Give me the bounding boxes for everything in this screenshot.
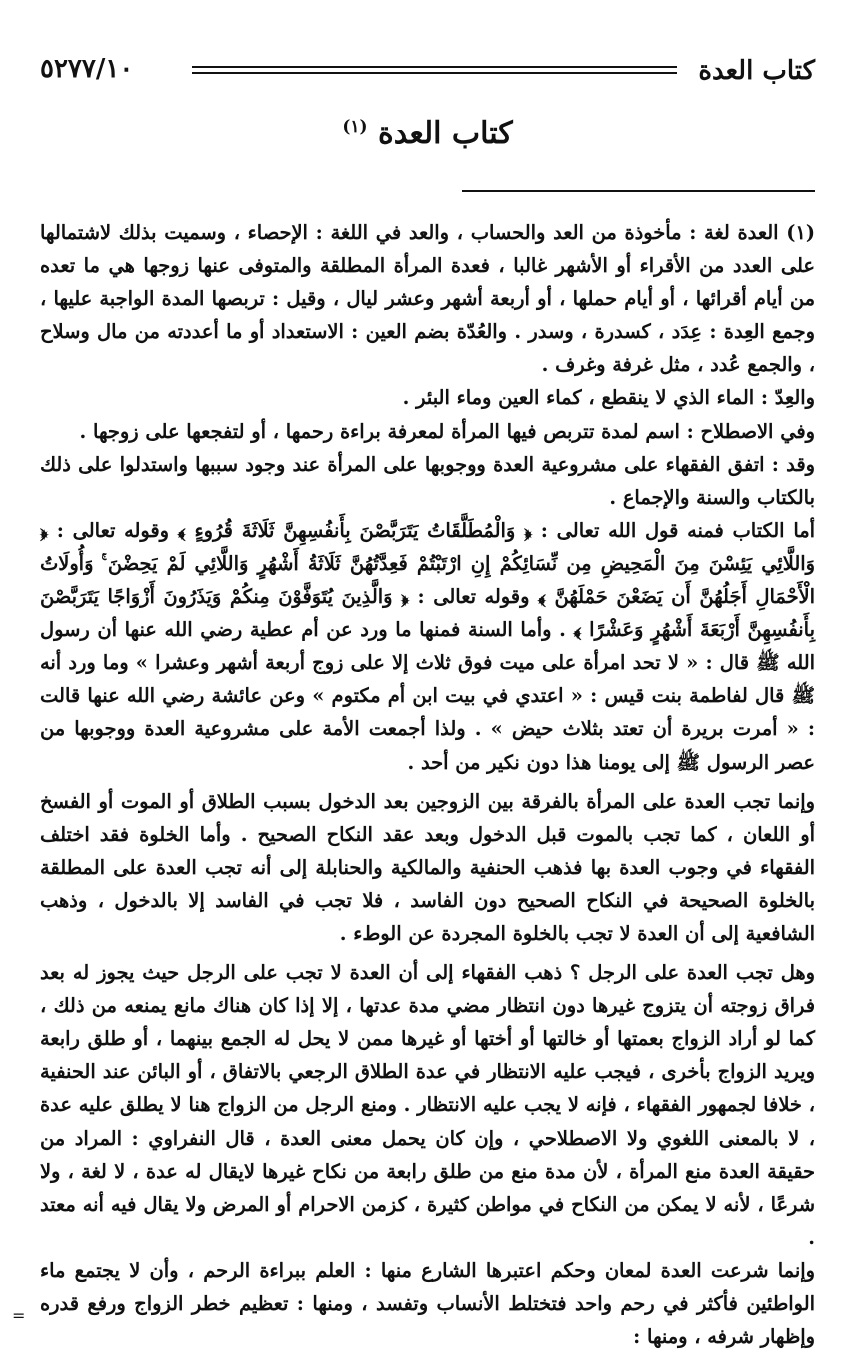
paragraph-definition: (١) العدة لغة : مأخوذة من العد والحساب ، والعد في اللغة : الإحصاء ، وسميت بذلك لاشتمالها على العدد من الأقراء أو الأشهر غالبا ، فعدة المرأة المطلقة والمتوفى عنها زوجها هي ما تعده من أيام أقرائها ، أو أيام حملها ، أو أربعة أشهر وعشر ليال ، وقيل : تربصها المدة الواجبة عليها ، وجمع العِدة : عِدَد ، كسدرة ، وسدر . والعُدّة بضم العين : الاستعداد أو ما أعددته من مال وسلاح ، والجمع عُدد ، مثل غرفة وغرف . [40,221,815,377]
margin-mark: = [12,1306,26,1325]
paragraph-consensus: وقد : اتفق الفقهاء على مشروعية العدة ووجوبها على المرأة عند وجود سببها واستدلوا على ذلك بالكتاب والسنة والإجماع . [40,452,815,509]
paragraph-wisdom: وإنما شرعت العدة لمعان وحكم اعتبرها الشارع منها : العلم ببراءة الرحم ، وأن لا يجتمع ماء الواطئين فأكثر في رحم واحد فتختلط الأنساب وتفسد ، ومنها : تعظيم خطر الزواج ورفع قدره وإظهار شرفه ، ومنها : [40,1258,815,1349]
paragraph-evidence: أما الكتاب فمنه قول الله تعالى : ﴿ وَالْمُطَلَّقَاتُ يَتَرَبَّصْنَ بِأَنفُسِهِنَّ ثَلَاثَةَ قُرُوءٍ ﴾ وقوله تعالى : ﴿ وَاللَّائِي يَئِسْنَ مِنَ الْمَحِيضِ مِن نِّسَائِكُمْ إِنِ ارْتَبْتُمْ فَعِدَّتُهُنَّ ثَلَاثَةُ أَشْهُرٍ وَاللَّائِي لَمْ يَحِضْنَ ۚ وَأُولَاتُ الْأَحْمَالِ أَجَلُهُنَّ أَن يَضَعْنَ حَمْلَهُنَّ ﴾ وقوله تعالى : ﴿ وَالَّذِينَ يُتَوَفَّوْنَ مِنكُمْ وَيَذَرُونَ أَزْوَاجًا يَتَرَبَّصْنَ بِأَنفُسِهِنَّ أَرْبَعَةَ أَشْهُرٍ وَعَشْرًا ﴾ . وأما السنة فمنها ما ورد عن أم عطية رضي الله عنها أن رسول الله ﷺ قال : « لا تحد امرأة على ميت فوق ثلاث إلا على زوج أربعة أشهر وعشرا » وما ورد أنه ﷺ قال لفاطمة بنت قيس : « اعتدي في بيت ابن أم مكتوم » وعن عائشة رضي الله عنها قالت : « أمرت بريرة أن تعتد بثلاث حيض » . ولذا أجمعت الأمة على مشروعية العدة ووجوبها من عصر الرسول ﷺ إلى يومنا هذا دون نكير من أحد . [40,518,815,774]
running-header-book-title: كتاب العدة [698,56,815,86]
running-header [40,52,815,88]
running-header-page-ref: ٥٢٧٧/١٠ [40,54,134,84]
paragraph-man-waiting: وهل تجب العدة على الرجل ؟ ذهب الفقهاء إلى أن العدة لا تجب على الرجل حيث يجوز له بعد فراق زوجته أن يتزوج غيرها دون انتظار مضي مدة عدتها ، إلا إذا كان هناك مانع يمنعه من ذلك ، كما لو أراد الزواج بعمتها أو خالتها أو أختها أو غيرها ممن لا يحل له الجمع بينهما ، أو طلق رابعة ويريد الزواج بأخرى ، فيجب عليه الانتظار في عدة الطلاق الرجعي بالاتفاق ، أو البائن عند الحنفية ، خلافا لجمهور الفقهاء ، فإنه لا يجب عليه الانتظار . ومنع الرجل من الزواج هنا لا يطلق عليه عدة ، لا بالمعنى اللغوي ولا الاصطلاحي ، وإن كان يحمل معنى العدة ، قال النفراوي : المراد من حقيقة العدة منع المرأة ، لأن مدة منع من طلق رابعة من نكاح غيرها لايقال له عدة ، لا لغة ، ولا شرعًا ، لأنه لا يمكن من النكاح في مواطن كثيرة ، كزمن الاحرام أو المرض ولا يقال فيه أنه معتد . [40,961,816,1249]
header-double-rule [192,66,677,74]
chapter-title-text: كتاب العدة [378,116,513,151]
footnote-separator [462,190,815,192]
paragraph-when-obligatory: وإنما تجب العدة على المرأة بالفرقة بين الزوجين بعد الدخول بسبب الطلاق أو الموت أو الفسخ أو اللعان ، كما تجب بالموت قبل الدخول وبعد عقد النكاح الصحيح . وأما الخلوة فقد اختلف الفقهاء في وجوب العدة بها فذهب الحنفية والمالكية والحنابلة إلى أنه تجب العدة على المطلقة بالخلوة الصحيحة في النكاح الصحيح دون الفاسد ، فلا تجب في الفاسد إلا بالدخول ، وذهب الشافعية إلى أن العدة لا تجب بالخلوة المجردة عن الوطء . [40,789,815,945]
footnote-body [40,216,815,1353]
footnote-marker: (١) [342,117,368,137]
chapter-title [0,116,855,151]
paragraph-water: والعِدّ : الماء الذي لا ينقطع ، كماء العين وماء البئر . [402,386,815,410]
paragraph-terminology: وفي الاصطلاح : اسم لمدة تتربص فيها المرأة لمعرفة براءة رحمها ، أو لتفجعها على زوجها . [79,419,815,443]
